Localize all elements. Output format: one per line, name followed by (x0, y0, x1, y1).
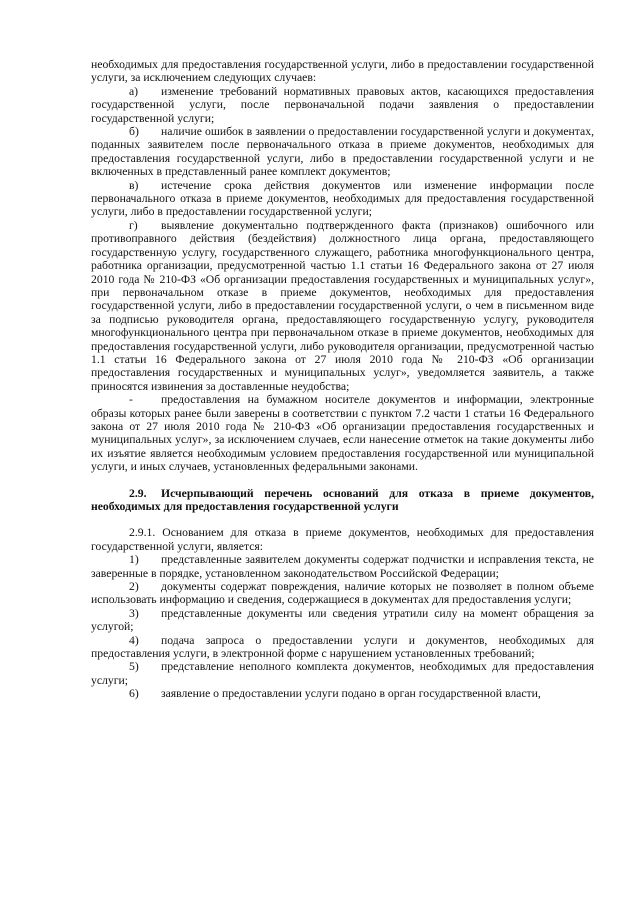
list-marker: 4) (129, 633, 139, 647)
section-title: Исчерпывающий перечень оснований для отказа в приеме документов, необходимых для предоставления государственной услуги (91, 486, 594, 513)
list-marker: 2) (129, 580, 139, 594)
list-marker: г) (129, 218, 138, 232)
list-marker: 3) (129, 606, 139, 620)
list-item (91, 125, 594, 179)
list-item-text: истечение срока действия документов или изменение информации после первоначального отказа в приеме документов, необходимых для предоставления государственной услуги, либо в предоставлении государственной услуги; (91, 178, 594, 219)
list-marker: 6) (129, 687, 139, 701)
list-item (91, 393, 594, 473)
clause-2-9-1: 2.9.1. Основанием для отказа в приеме документов, необходимых для предоставления государственной услуги, является: (91, 526, 594, 553)
grounds-list (91, 553, 594, 700)
list-item-text: представленные заявителем документы содержат подчистки и исправления текста, не заверенные в порядке, установленном законодательством Российской Федерации; (91, 553, 594, 580)
list-item (91, 219, 594, 393)
list-marker: а) (129, 84, 139, 98)
list-item-text: представление неполного комплекта документов, необходимых для предоставления услуги; (91, 660, 594, 687)
list-item-text: наличие ошибок в заявлении о предоставлении государственной услуги и документах, поданных заявителем после первоначального отказа в приеме документов, необходимых для предоставления государственной услуги, либо в предоставлении государственной услуги и не включенных в представленный ранее комплект документов; (91, 125, 594, 179)
list-item-text: изменение требований нормативных правовых актов, касающихся предоставления государственной услуги, после первоначальной подачи заявления о предоставлении государственной услуги; (91, 84, 594, 125)
list-item-text: документы содержат повреждения, наличие которых не позволяет в полном объеме использовать информацию и сведения, содержащиеся в документах для предоставления услуги; (91, 580, 594, 607)
section-heading (91, 487, 594, 514)
list-item-text: выявление документально подтвержденного факта (признаков) ошибочного или противоправного действия (бездействия) должностного лица органа, предоставляющего государственную услугу, государственного служащего, работника многофункционального центра, работника организации, предусмотренной частью 1.1 статьи 16 Федерального закона от 27 июля 2010 года № 210-ФЗ «Об организации предоставления государственных и муниципальных услуг», при первоначальном отказе в приеме документов, необходимых для предоставления государственной услуги, либо в предоставлении государственной услуги, о чем в письменном виде за подписью руководителя органа, предоставляющего государственную услугу, руководителя многофункционального центра при первоначальном отказе в приеме документов, необходимых для предоставления государственной услуги, либо руководителя организации, предусмотренной частью 1.1 статьи 16 Федерального закона от 27 июля 2010 года № 210-ФЗ «Об организации предоставления государственных и муниципальных услуг», уведомляется заявитель, а также приносятся извинения за доставленные неудобства; (91, 218, 594, 393)
list-item-text: подача запроса о предоставлении услуги и документов, необходимых для предоставления услуги, в электронной форме с нарушением установленных требований; (91, 633, 594, 661)
list-item (91, 580, 594, 607)
list-item (91, 607, 594, 634)
list-item (91, 634, 594, 661)
list-item (91, 553, 594, 580)
list-item-text: представленные документы или сведения утратили силу на момент обращения за услугой; (91, 606, 594, 634)
list-marker: 5) (129, 660, 139, 674)
list-marker: 1) (129, 553, 139, 567)
list-item (91, 687, 594, 700)
section-number: 2.9. (129, 486, 147, 500)
list-marker: - (129, 393, 133, 407)
list-item (91, 179, 594, 219)
list-item-text: заявление о предоставлении услуги подано в орган государственной власти, (161, 687, 541, 701)
list-item-text: предоставления на бумажном носителе документов и информации, электронные образы которых ранее были заверены в соответствии с пунктом 7.2 части 1 статьи 16 Федерального закона от 27 июля 2010 года № 210-ФЗ «Об организации предоставления государственных и муниципальных услуг», за исключением случаев, если нанесение отметок на такие документы либо их изъятие является необходимым условием предоставления государственной или муниципальной услуги, и иных случаев, установленных федеральными законами. (91, 393, 594, 474)
list-marker: б) (129, 125, 139, 139)
list-item (91, 660, 594, 687)
refusal-exceptions-list (91, 85, 594, 474)
document-page (91, 58, 594, 701)
list-marker: в) (129, 178, 139, 192)
intro-paragraph: необходимых для предоставления государственной услуги, либо в предоставлении государственной услуги, за исключением следующих случаев: (91, 58, 594, 85)
list-item (91, 85, 594, 125)
